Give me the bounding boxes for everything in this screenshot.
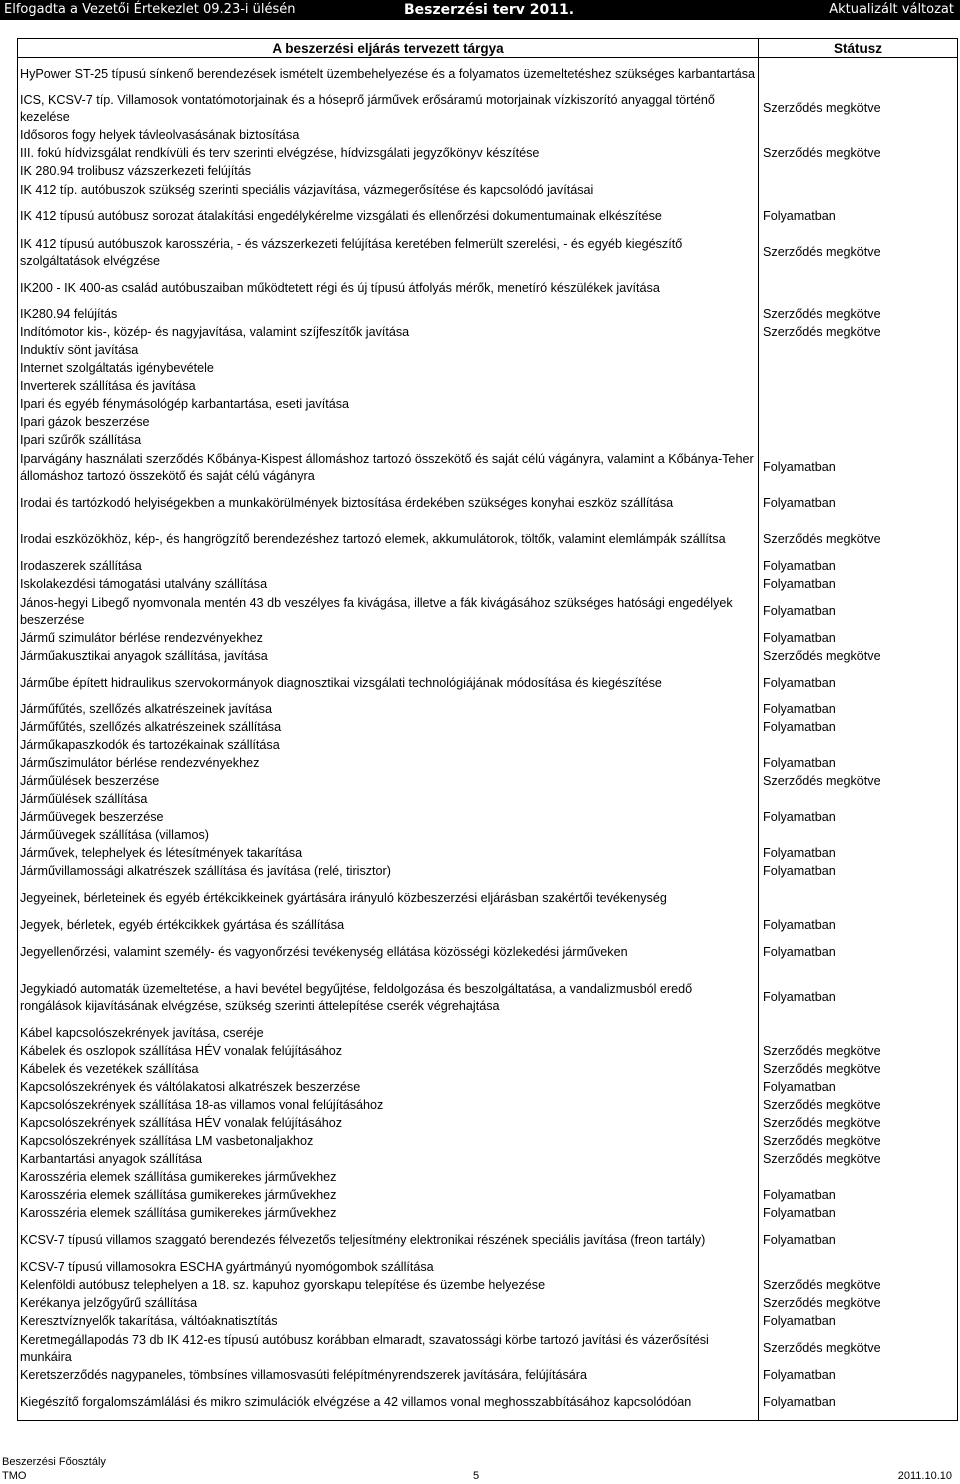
row-status: Folyamatban xyxy=(759,576,958,594)
row-status xyxy=(759,163,958,181)
row-status: Szerződés megkötve xyxy=(759,773,958,791)
table-row xyxy=(18,1025,958,1043)
row-subject: Járműüvegek beszerzése xyxy=(18,809,759,827)
table-row xyxy=(18,58,958,92)
table-row xyxy=(18,1079,958,1097)
row-status xyxy=(759,1025,958,1043)
table-row xyxy=(18,558,958,576)
table-row xyxy=(18,1115,958,1133)
row-subject: Jármű szimulátor bérlése rendezvényekhez xyxy=(18,630,759,648)
column-header-status: Státusz xyxy=(759,39,958,58)
row-status: Folyamatban xyxy=(759,917,958,935)
row-status xyxy=(759,378,958,396)
table-row xyxy=(18,324,958,342)
row-status: Szerződés megkötve xyxy=(759,522,958,558)
row-subject: KCSV-7 típusú villamos szaggató berendezés félvezetős teljesítmény elektronikai részének speciális javítása (freon tartály) xyxy=(18,1223,759,1259)
row-subject: Kapcsolószekrények szállítása 18-as villamos vonal felújításához xyxy=(18,1097,759,1115)
row-status: Folyamatban xyxy=(759,1079,958,1097)
table-row xyxy=(18,486,958,522)
row-subject: HyPower ST-25 típusú sínkenő berendezések ismételt üzembehelyezése és a folyamatos üzemeltetéshez szükséges karbantartása xyxy=(18,58,759,92)
row-subject: Kábelek és vezetékek szállítása xyxy=(18,1061,759,1079)
row-status xyxy=(759,791,958,809)
table-row xyxy=(18,737,958,755)
row-status xyxy=(759,881,958,917)
table-row xyxy=(18,809,958,827)
row-subject: Jegyellenőrzési, valamint személy- és vagyonőrzési tevékenység ellátása közösségi közlekedési járműveken xyxy=(18,935,759,971)
table-row xyxy=(18,1097,958,1115)
row-status: Szerződés megkötve xyxy=(759,92,958,126)
table-row xyxy=(18,630,958,648)
row-status: Folyamatban xyxy=(759,1313,958,1331)
row-status: Szerződés megkötve xyxy=(759,145,958,163)
table-row xyxy=(18,1187,958,1205)
row-subject: Irodaszerek szállítása xyxy=(18,558,759,576)
row-status: Folyamatban xyxy=(759,1205,958,1223)
table-body xyxy=(18,58,958,1421)
row-subject: Járműülések beszerzése xyxy=(18,773,759,791)
table-row xyxy=(18,1223,958,1259)
footer-code: TMO xyxy=(2,1470,27,1482)
table-row xyxy=(18,522,958,558)
page-number: 5 xyxy=(473,1470,480,1482)
row-subject: Kapcsolószekrények és váltólakatosi alkatrészek beszerzése xyxy=(18,1079,759,1097)
row-status: Folyamatban xyxy=(759,935,958,971)
row-subject: Járműfűtés, szellőzés alkatrészeinek szállítása xyxy=(18,719,759,737)
table-row xyxy=(18,1259,958,1277)
row-subject: Kapcsolószekrények szállítása LM vasbetonaljakhoz xyxy=(18,1133,759,1151)
row-subject: Keretszerződés nagypaneles, tömbsínes villamosvasúti felépítményrendszerek javítására, felújítására xyxy=(18,1367,759,1385)
row-status xyxy=(759,396,958,414)
row-status: Folyamatban xyxy=(759,630,958,648)
row-subject: Karosszéria elemek szállítása gumikerekes járművekhez xyxy=(18,1205,759,1223)
table-row xyxy=(18,414,958,432)
row-subject: Járműszimulátor bérlése rendezvényekhez xyxy=(18,755,759,773)
table-row xyxy=(18,234,958,272)
table-header-row xyxy=(18,39,958,58)
table-row xyxy=(18,755,958,773)
table-row xyxy=(18,917,958,935)
row-subject: Kábel kapcsolószekrények javítása, cseréje xyxy=(18,1025,759,1043)
table-row xyxy=(18,701,958,719)
row-subject: Járműkapaszkodók és tartozékainak szállítása xyxy=(18,737,759,755)
row-subject: Járműakusztikai anyagok szállítása, javítása xyxy=(18,648,759,666)
row-status: Szerződés megkötve xyxy=(759,1097,958,1115)
row-status: Szerződés megkötve xyxy=(759,1295,958,1313)
table-row xyxy=(18,881,958,917)
row-subject: Ipari gázok beszerzése xyxy=(18,414,759,432)
row-subject: Irodai eszközökhöz, kép-, és hangrögzítő berendezéshez tartozó elemek, akkumulátorok, töltők, valamint elemlámpák szállítsa xyxy=(18,522,759,558)
footer-date: 2011.10.10 xyxy=(897,1470,952,1482)
row-subject: Keretmegállapodás 73 db IK 412-es típusú autóbusz korábban elmaradt, szavatossági körbe tartozó javítási és vázerősítési munkáira xyxy=(18,1331,759,1367)
row-status: Folyamatban xyxy=(759,594,958,630)
row-status: Szerződés megkötve xyxy=(759,1277,958,1295)
table-row xyxy=(18,773,958,791)
row-status xyxy=(759,414,958,432)
table-row xyxy=(18,181,958,200)
row-subject: IK200 - IK 400-as család autóbuszaiban működtetett régi és új típusú átfolyás mérők, menetíró készülékek javítása xyxy=(18,272,759,306)
row-subject: IK 280.94 trolibusz vázszerkezeti felújítás xyxy=(18,163,759,181)
row-status: Folyamatban xyxy=(759,450,958,486)
row-status xyxy=(759,342,958,360)
row-status: Szerződés megkötve xyxy=(759,306,958,324)
row-subject: Irodai és tartózkodó helyiségekben a munkakörülmények biztosítása érdekében szükséges konyhai eszköz szállítása xyxy=(18,486,759,522)
table-row xyxy=(18,666,958,701)
row-status: Szerződés megkötve xyxy=(759,234,958,272)
row-status xyxy=(759,360,958,378)
table-row xyxy=(18,1205,958,1223)
row-status: Folyamatban xyxy=(759,1385,958,1421)
row-subject: Iskolakezdési támogatási utalvány szállítása xyxy=(18,576,759,594)
row-subject: Internet szolgáltatás igénybevétele xyxy=(18,360,759,378)
row-subject: Kapcsolószekrények szállítása HÉV vonalak felújításához xyxy=(18,1115,759,1133)
table-row xyxy=(18,450,958,486)
row-status xyxy=(759,1259,958,1277)
row-subject: Indítómotor kis-, közép- és nagyjavítása, valamint szíjfeszítők javítása xyxy=(18,324,759,342)
row-status: Szerződés megkötve xyxy=(759,1331,958,1367)
table-row xyxy=(18,827,958,845)
row-subject: János-hegyi Libegő nyomvonala mentén 43 db veszélyes fa kivágása, illetve a fák kivágásához szükséges hatósági engedélyek beszerzése xyxy=(18,594,759,630)
row-status: Folyamatban xyxy=(759,1187,958,1205)
table-row xyxy=(18,360,958,378)
table-row xyxy=(18,342,958,360)
table-row xyxy=(18,1061,958,1079)
row-status: Szerződés megkötve xyxy=(759,1115,958,1133)
row-subject: Járművillamossági alkatrészek szállítása és javítása (relé, tirisztor) xyxy=(18,863,759,881)
row-status: Folyamatban xyxy=(759,755,958,773)
row-subject: Jegyek, bérletek, egyéb értékcikkek gyártása és szállítása xyxy=(18,917,759,935)
table-row xyxy=(18,576,958,594)
table-row xyxy=(18,272,958,306)
row-subject: KCSV-7 típusú villamosokra ESCHA gyártmányú nyomógombok szállítása xyxy=(18,1259,759,1277)
table-row xyxy=(18,594,958,630)
row-status xyxy=(759,58,958,92)
row-subject: Járműülések szállítása xyxy=(18,791,759,809)
table-row xyxy=(18,378,958,396)
version-note: Aktualizált változat xyxy=(829,2,954,17)
row-subject: Inverterek szállítása és javítása xyxy=(18,378,759,396)
table-row xyxy=(18,1151,958,1169)
row-status: Folyamatban xyxy=(759,1223,958,1259)
row-status: Szerződés megkötve xyxy=(759,1043,958,1061)
row-status xyxy=(759,737,958,755)
table-row xyxy=(18,1313,958,1331)
approval-note: Elfogadta a Vezetői Értekezlet 09.23-i ülésén xyxy=(4,2,296,17)
row-subject: IK 412 típ. autóbuszok szükség szerinti speciális vázjavítása, vázmegerősítése és kapcsolódó javításai xyxy=(18,181,759,200)
row-subject: Ipari és egyéb fénymásológép karbantartása, eseti javítása xyxy=(18,396,759,414)
row-status: Folyamatban xyxy=(759,486,958,522)
table-row xyxy=(18,163,958,181)
table-row xyxy=(18,1367,958,1385)
row-status xyxy=(759,432,958,450)
row-subject: ICS, KCSV-7 típ. Villamosok vontatómotorjainak és a hóseprő járművek erősáramú motorjainak vízkiszorító anyaggal történő kezelése xyxy=(18,92,759,126)
row-subject: IK280.94 felújítás xyxy=(18,306,759,324)
row-subject: Idősoros fogy helyek távleolvasásának biztosítása xyxy=(18,126,759,145)
row-status: Szerződés megkötve xyxy=(759,1151,958,1169)
row-subject: Ipari szűrők szállítása xyxy=(18,432,759,450)
row-status: Folyamatban xyxy=(759,971,958,1025)
row-subject: Induktív sönt javítása xyxy=(18,342,759,360)
table-row xyxy=(18,791,958,809)
row-status: Szerződés megkötve xyxy=(759,648,958,666)
row-subject: Jegykiadó automaták üzemeltetése, a havi bevétel begyűjtése, feldolgozása és beszolgáltatása, a vandalizmusból eredő rongálások kijavításának elvégzése, szükség szerinti áttelepítése cserék végrehajtása xyxy=(18,971,759,1025)
table-row xyxy=(18,1043,958,1061)
row-subject: Keresztvíznyelők takarítása, váltóaknatisztítás xyxy=(18,1313,759,1331)
column-header-subject: A beszerzési eljárás tervezett tárgya xyxy=(18,39,759,58)
row-subject: Karosszéria elemek szállítása gumikerekes járművekhez xyxy=(18,1169,759,1187)
row-subject: Iparvágány használati szerződés Kőbánya-Kispest állomáshoz tartozó összekötő és saját célú vágányra, valamint a Kőbánya-Teher állomáshoz tartozó összekötő és saját célú vágányra xyxy=(18,450,759,486)
row-status xyxy=(759,827,958,845)
table-row xyxy=(18,145,958,163)
row-subject: III. fokú hídvizsgálat rendkívüli és terv szerinti elvégzése, hídvizsgálati jegyzőkönyv készítése xyxy=(18,145,759,163)
row-subject: Kerékanya jelzőgyűrű szállítása xyxy=(18,1295,759,1313)
row-subject: Járműfűtés, szellőzés alkatrészeinek javítása xyxy=(18,701,759,719)
row-status: Folyamatban xyxy=(759,719,958,737)
row-subject: Járműüvegek szállítása (villamos) xyxy=(18,827,759,845)
table-row xyxy=(18,1277,958,1295)
row-status: Folyamatban xyxy=(759,845,958,863)
row-status xyxy=(759,126,958,145)
table-row xyxy=(18,971,958,1025)
top-banner xyxy=(0,0,960,20)
table-row xyxy=(18,306,958,324)
table-row xyxy=(18,1169,958,1187)
row-status: Folyamatban xyxy=(759,200,958,234)
table-row xyxy=(18,92,958,126)
row-status: Szerződés megkötve xyxy=(759,324,958,342)
table-row xyxy=(18,1385,958,1421)
table-row xyxy=(18,396,958,414)
table-row xyxy=(18,845,958,863)
row-status xyxy=(759,1169,958,1187)
row-status: Folyamatban xyxy=(759,558,958,576)
table-row xyxy=(18,432,958,450)
row-subject: Karbantartási anyagok szállítása xyxy=(18,1151,759,1169)
row-status: Szerződés megkötve xyxy=(759,1061,958,1079)
footer-department: Beszerzési Főosztály xyxy=(2,1456,106,1468)
table-row xyxy=(18,719,958,737)
row-subject: Karosszéria elemek szállítása gumikerekes járművekhez xyxy=(18,1187,759,1205)
table-row xyxy=(18,1295,958,1313)
row-status: Folyamatban xyxy=(759,1367,958,1385)
table-row xyxy=(18,126,958,145)
table-row xyxy=(18,863,958,881)
table-row xyxy=(18,935,958,971)
row-subject: Jegyeinek, bérleteinek és egyéb értékcikkeinek gyártására irányuló közbeszerzési eljárásban szakértői tevékenység xyxy=(18,881,759,917)
row-subject: IK 412 típusú autóbuszok karosszéria, - és vázszerkezeti felújítása keretében felmerült szerelési, - és egyéb kiegészítő szolgáltatások elvégzése xyxy=(18,234,759,272)
row-status: Folyamatban xyxy=(759,701,958,719)
row-status: Folyamatban xyxy=(759,666,958,701)
row-subject: Kelenföldi autóbusz telephelyen a 18. sz. kapuhoz gyorskapu telepítése és üzembe helyezése xyxy=(18,1277,759,1295)
table-row xyxy=(18,1331,958,1367)
row-status: Folyamatban xyxy=(759,809,958,827)
table-row xyxy=(18,200,958,234)
table-row xyxy=(18,648,958,666)
row-status xyxy=(759,272,958,306)
row-status: Folyamatban xyxy=(759,863,958,881)
document-title: Beszerzési terv 2011. xyxy=(404,2,575,18)
table-row xyxy=(18,1133,958,1151)
row-subject: IK 412 típusú autóbusz sorozat átalakítási engedélykérelme vizsgálati és ellenőrzési dokumentumainak elkészítése xyxy=(18,200,759,234)
row-subject: Járműbe épített hidraulikus szervokormányok diagnosztikai vizsgálati technológiájának módosítása és kiegészítése xyxy=(18,666,759,701)
row-subject: Járművek, telephelyek és létesítmények takarítása xyxy=(18,845,759,863)
row-subject: Kiegészítő forgalomszámlálási és mikro szimulációk elvégzése a 42 villamos vonal meghosszabbításához kapcsolódóan xyxy=(18,1385,759,1421)
row-status xyxy=(759,181,958,200)
row-status: Szerződés megkötve xyxy=(759,1133,958,1151)
procurement-table xyxy=(17,38,958,1421)
row-subject: Kábelek és oszlopok szállítása HÉV vonalak felújításához xyxy=(18,1043,759,1061)
